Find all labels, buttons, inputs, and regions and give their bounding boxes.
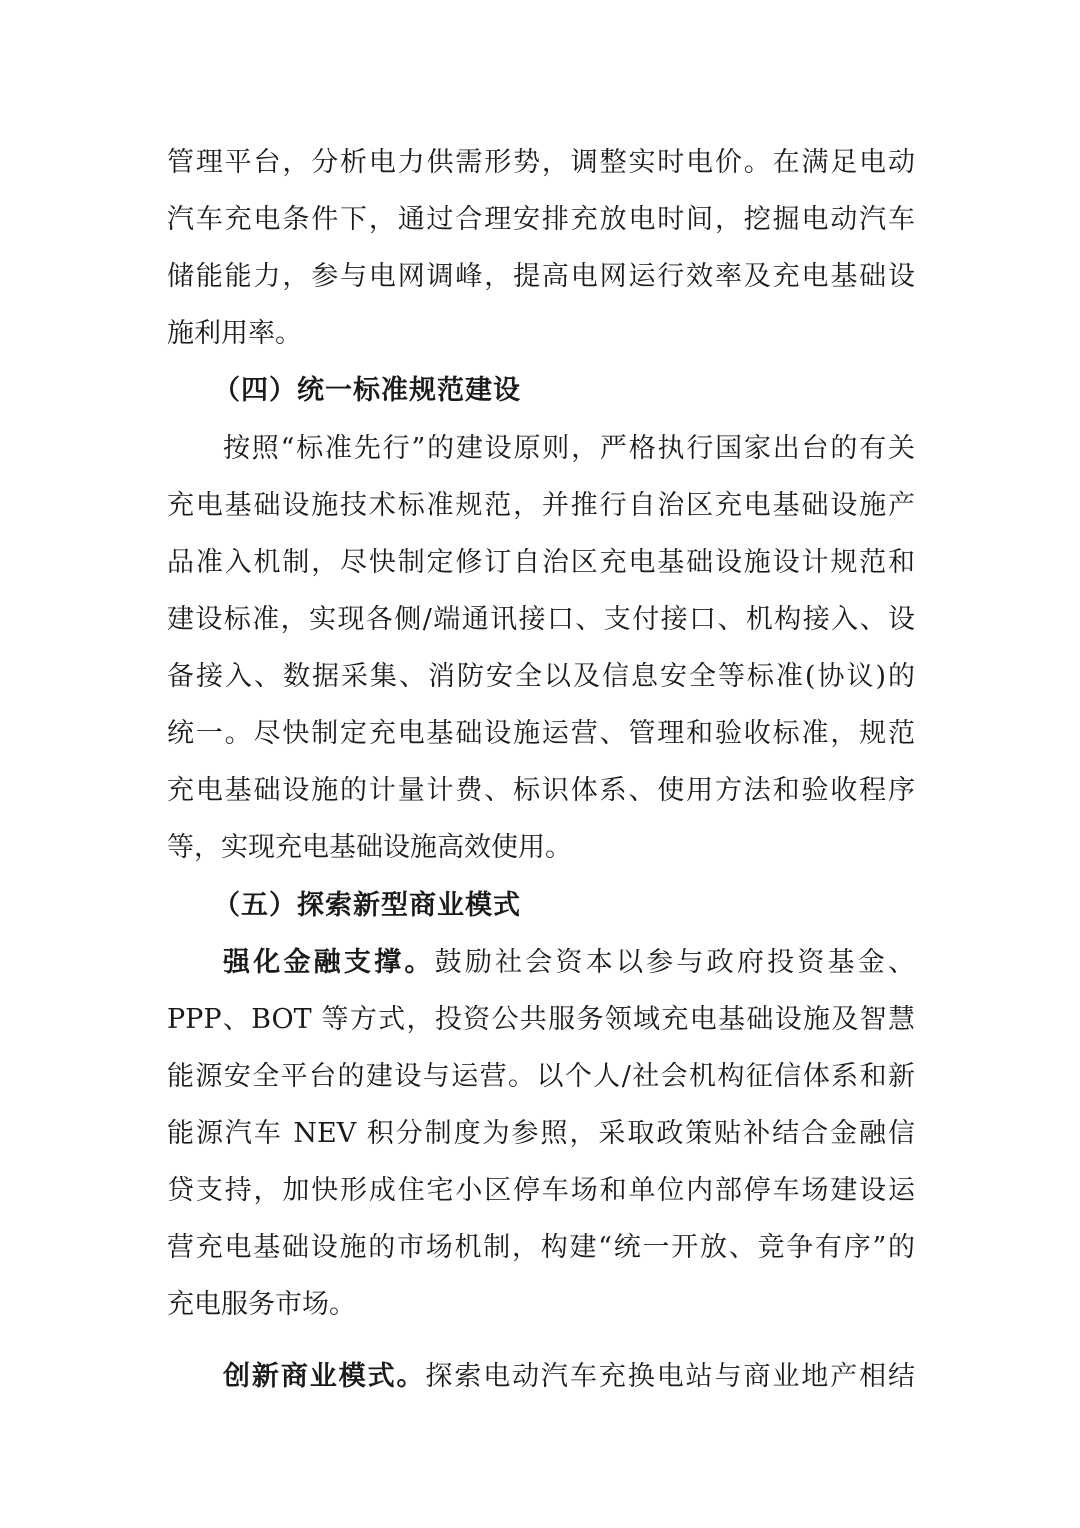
paragraph-line: 品准入机制，尽快制定修订自治区充电基础设施设计规范和 [167, 547, 915, 578]
paragraph-first-line [223, 936, 915, 990]
paragraph-line: 充电基础设施技术标准规范，并推行自治区充电基础设施产 [167, 490, 915, 521]
paragraph-line: PPP、BOT 等方式，投资公共服务领域充电基础设施及智慧 [167, 1004, 915, 1035]
paragraph-line: 备接入、数据采集、消防安全以及信息安全等标准(协议)的 [167, 661, 915, 692]
paragraph-text: 鼓励社会资本以参与政府投资基金、 [434, 947, 916, 978]
paragraph-text: 探索电动汽车充换电站与商业地产相结 [425, 1361, 916, 1392]
paragraph-line: 充电服务市场。 [167, 1289, 356, 1320]
paragraph-line: 汽车充电条件下，通过合理安排充放电时间，挖掘电动汽车 [167, 204, 915, 235]
section-heading-5: （五）探索新型商业模式 [213, 890, 521, 921]
paragraph-line: 统一。尽快制定充电基础设施运营、管理和验收标准，规范 [167, 718, 915, 749]
paragraph-line: 能源安全平台的建设与运营。以个人/社会机构征信体系和新 [167, 1061, 915, 1092]
paragraph-first-line [223, 1350, 915, 1404]
paragraph-line: 建设标准，实现各侧/端通讯接口、支付接口、机构接入、设 [167, 604, 915, 635]
paragraph-line: 施利用率。 [167, 318, 302, 349]
paragraph-line: 能源汽车 NEV 积分制度为参照，采取政策贴补结合金融信 [167, 1118, 915, 1149]
paragraph-lead: 强化金融支撑。 [223, 947, 435, 978]
paragraph-line: 储能能力，参与电网调峰，提高电网运行效率及充电基础设 [167, 261, 915, 292]
paragraph-lead: 创新商业模式。 [223, 1361, 426, 1392]
paragraph-line: 充电基础设施的计量计费、标识体系、使用方法和验收程序 [167, 775, 915, 806]
paragraph-line: 贷支持，加快形成住宅小区停车场和单位内部停车场建设运 [167, 1175, 915, 1206]
paragraph-line: 按照“标准先行”的建设原则，严格执行国家出台的有关 [223, 433, 915, 464]
paragraph-line: 营充电基础设施的市场机制，构建“统一开放、竞争有序”的 [167, 1232, 915, 1263]
paragraph-line: 等，实现充电基础设施高效使用。 [167, 832, 572, 863]
section-heading-4: （四）统一标准规范建设 [213, 375, 521, 406]
paragraph-line: 管理平台，分析电力供需形势，调整实时电价。在满足电动 [167, 147, 915, 178]
